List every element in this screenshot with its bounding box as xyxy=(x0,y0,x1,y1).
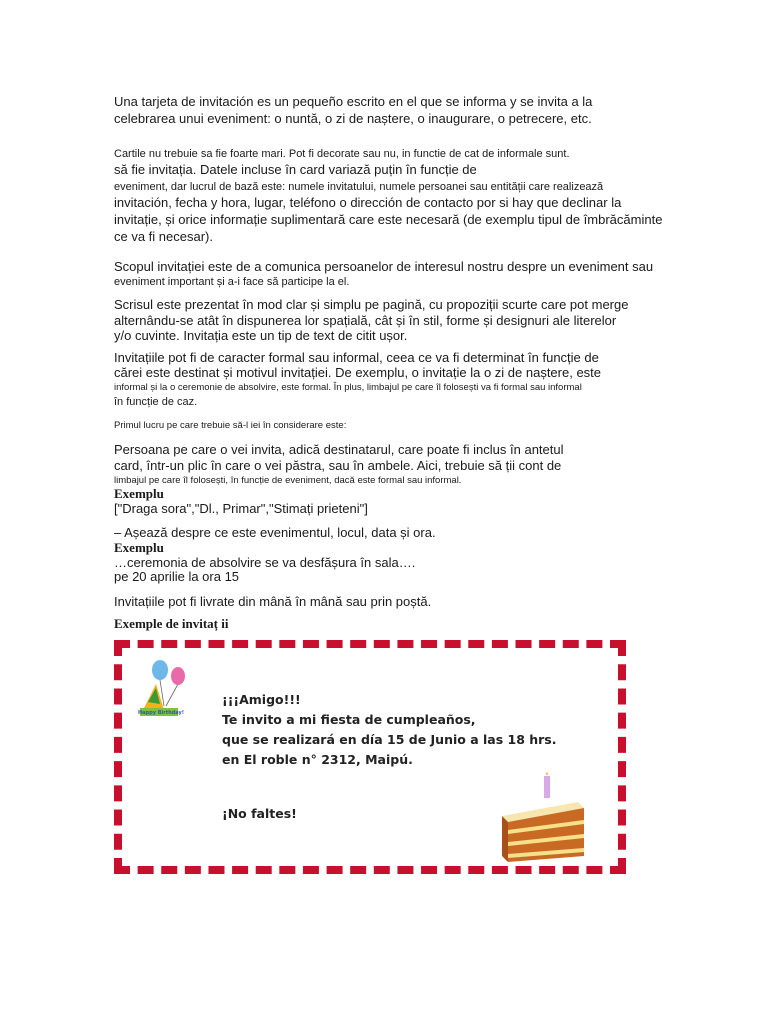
paragraph-line: Cartile nu trebuie sa fie foarte mari. Pot fi decorate sau nu, in functie de cat de informale sunt. xyxy=(114,148,570,160)
paragraph-line: Scopul invitației este de a comunica persoanelor de interesul nostru despre un eveniment sau xyxy=(114,259,654,274)
paragraph-line: Invitațiile pot fi de caracter formal sau informal, ceea ce va fi determinat în funcție de xyxy=(114,350,599,365)
paragraph-line: limbajul pe care îl folosești, în funcție de eveniment, dacă este formal sau informal. xyxy=(114,475,462,486)
example-heading: Exemplu xyxy=(114,540,164,555)
paragraph-line: …ceremonia de absolvire se va desfășura în sala…. xyxy=(114,555,416,570)
paragraph-line: în funcție de caz. xyxy=(114,396,198,408)
paragraph-line: să fie invitația. Datele incluse în card variază puțin în funcție de xyxy=(114,162,477,177)
paragraph-line: informal și la o ceremonie de absolvire, este formal. În plus, limbajul pe care îl folosești va fi formal sau informal xyxy=(114,382,582,393)
example-heading: Exemplu xyxy=(114,486,164,501)
card-line: en El roble n° 2312, Maipú. xyxy=(222,752,413,767)
paragraph-line: card, într-un plic în care o vei păstra, sau în ambele. Aici, trebuie să ții cont de xyxy=(114,458,562,473)
cake-slice-icon xyxy=(500,772,588,864)
paragraph-line: Persoana pe care o vei invita, adică destinatarul, care poate fi inclus în antetul xyxy=(114,442,564,457)
paragraph-line: – Așează despre ce este evenimentul, locul, data și ora. xyxy=(114,525,436,540)
paragraph-line: Invitațiile pot fi livrate din mână în mână sau prin poștă. xyxy=(114,594,432,609)
paragraph-line: Primul lucru pe care trebuie să-l iei în considerare este: xyxy=(114,420,347,431)
paragraph-line: alternându-se atât în dispunerea lor spațială, cât și în stil, forme și designuri ale literelor xyxy=(114,313,617,328)
card-line: Te invito a mi fiesta de cumpleaños, xyxy=(222,712,476,727)
card-line: ¡¡¡Amigo!!! xyxy=(222,692,301,707)
paragraph-line: cărei este destinat și motivul invitației. De exemplu, o invitație la o zi de naștere, este xyxy=(114,365,602,380)
paragraph-line: ["Draga sora","Dl., Primar","Stimați prieteni"] xyxy=(114,501,368,516)
paragraph-line: eveniment important și a-i face să participe la el. xyxy=(114,276,350,288)
card-line: que se realizará en día 15 de Junio a las 18 hrs. xyxy=(222,732,557,747)
invitation-card xyxy=(114,640,626,874)
balloons-icon xyxy=(134,658,194,728)
paragraph-line: invitación, fecha y hora, lugar, teléfono o dirección de contacto por si hay que declinar la xyxy=(114,195,622,210)
paragraph-line: celebrarea unui eveniment: o nuntă, o zi de naștere, o inaugurare, o petrecere, etc. xyxy=(114,111,592,126)
paragraph-line: pe 20 aprilie la ora 15 xyxy=(114,569,240,584)
card-line: ¡No faltes! xyxy=(222,806,297,821)
paragraph-line: Una tarjeta de invitación es un pequeño escrito en el que se informa y se invita a la xyxy=(114,94,593,109)
section-heading: Exemple de invitaț ii xyxy=(114,616,229,631)
paragraph-line: eveniment, dar lucrul de bază este: numele invitatului, numele persoanei sau entității care realizează xyxy=(114,181,604,193)
paragraph-line: ce va fi necesar). xyxy=(114,229,213,244)
paragraph-line: y/o cuvinte. Invitația este un tip de text de citit ușor. xyxy=(114,328,408,343)
paragraph-line: invitație, și orice informație suplimentară care este necesară (de exemplu tipul de îmbrăcăminte xyxy=(114,212,663,227)
balloon-caption: Happy Birthday! xyxy=(138,710,184,716)
paragraph-line: Scrisul este prezentat în mod clar și simplu pe pagină, cu propoziții scurte care pot merge xyxy=(114,297,629,312)
